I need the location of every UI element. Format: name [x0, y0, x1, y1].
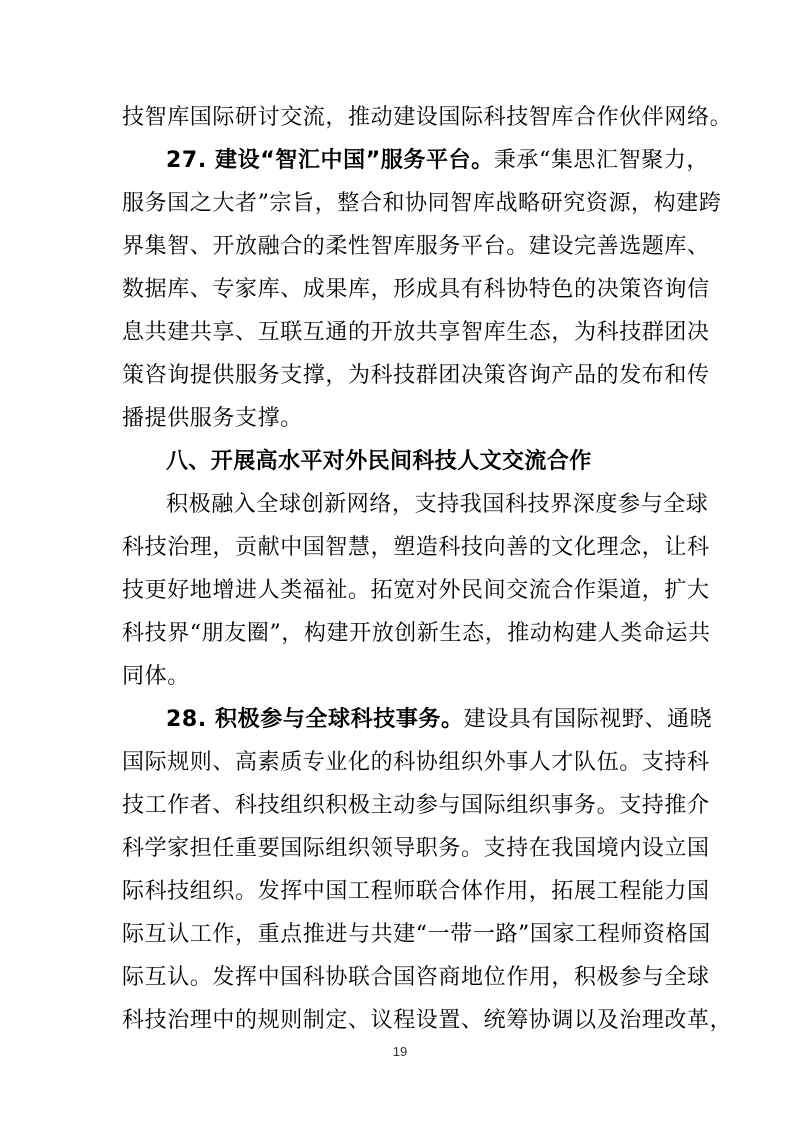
- body-text-line: 同体。: [122, 664, 190, 689]
- body-text-line: 积极融入全球创新网络，支持我国科技界深度参与全球: [166, 492, 709, 517]
- section-27-heading-line: [166, 143, 710, 179]
- body-text-line: 服务国之大者”宗旨，整合和协同智库战略研究资源，构建跨: [122, 191, 722, 216]
- body-text-line: 数据库、专家库、成果库，形成具有科协特色的决策咨询信: [122, 277, 710, 302]
- body-text-line: 科技治理中的规则制定、议程设置、统筹协调以及治理改革，: [122, 1008, 733, 1033]
- section-28-lead-text: 建设具有国际视野、通晓: [463, 707, 713, 732]
- body-text-line: 际科技组织。发挥中国工程师联合体作用，拓展工程能力国: [122, 879, 710, 904]
- body-text-line: 科技治理，贡献中国智慧，塑造科技向善的文化理念，让科: [122, 535, 710, 560]
- body-text-line: 播提供服务支撑。: [122, 406, 303, 431]
- body-text-line: 际互认工作，重点推进与共建“一带一路”国家工程师资格国: [122, 922, 711, 947]
- chapter-8-heading: 八、开展高水平对外民间科技人文交流合作: [166, 449, 592, 474]
- section-28-title: 28. 积极参与全球科技事务。: [166, 707, 464, 732]
- section-27-title: 27. 建设“智汇中国”服务平台。: [166, 148, 494, 173]
- section-28-heading-line: [166, 702, 713, 738]
- body-text-line: 国际规则、高素质专业化的科协组织外事人才队伍。支持科: [122, 750, 710, 775]
- body-text-line: 际互认。发挥中国科协联合国咨商地位作用，积极参与全球: [122, 965, 710, 990]
- body-text-line: 技智库国际研讨交流，推动建设国际科技智库合作伙伴网络。: [122, 105, 733, 130]
- section-27-lead-text: 秉承“集思汇智聚力，: [493, 148, 710, 173]
- page-number: 19: [392, 1044, 408, 1059]
- body-text-line: 息共建共享、互联互通的开放共享智库生态，为科技群团决: [122, 320, 710, 345]
- body-text-line: 技工作者、科技组织积极主动参与国际组织事务。支持推介: [122, 793, 710, 818]
- body-text-line: 科学家担任重要国际组织领导职务。支持在我国境内设立国: [122, 836, 710, 861]
- body-text-line: 技更好地增进人类福祉。拓宽对外民间交流合作渠道，扩大: [122, 578, 710, 603]
- body-text-line: 策咨询提供服务支撑，为科技群团决策咨询产品的发布和传: [122, 363, 710, 388]
- body-text-line: 科技界“朋友圈”，构建开放创新生态，推动构建人类命运共: [122, 621, 711, 646]
- body-text-line: 界集智、开放融合的柔性智库服务平台。建设完善选题库、: [122, 234, 710, 259]
